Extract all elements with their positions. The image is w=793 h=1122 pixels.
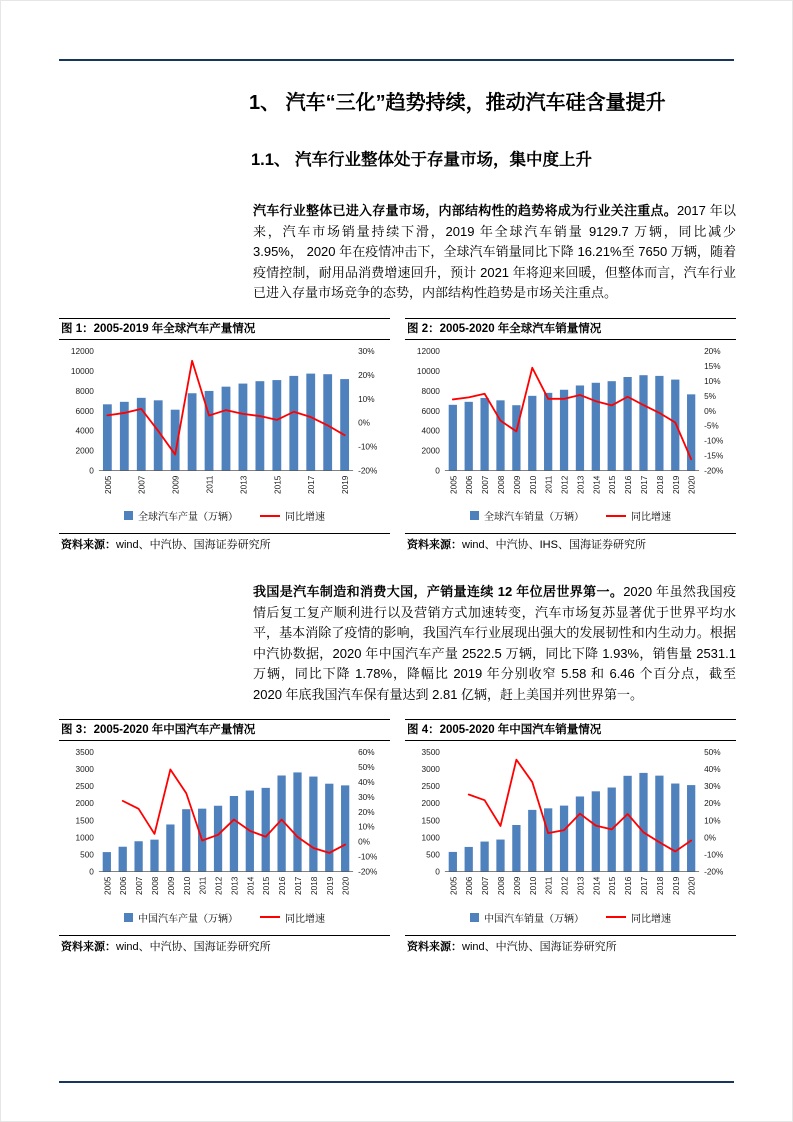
svg-text:2000: 2000 bbox=[75, 799, 94, 809]
svg-text:-20%: -20% bbox=[704, 867, 724, 877]
svg-text:0: 0 bbox=[435, 466, 440, 476]
source-text: wind、中汽协、IHS、国海证券研究所 bbox=[462, 539, 646, 551]
figure-4 bbox=[405, 719, 736, 954]
svg-text:2013: 2013 bbox=[576, 475, 586, 494]
bar-legend-label: 全球汽车销量（万辆） bbox=[484, 512, 584, 523]
svg-text:2011: 2011 bbox=[544, 876, 554, 895]
source-label: 资料来源： bbox=[407, 539, 462, 551]
svg-text:2006: 2006 bbox=[465, 876, 475, 895]
svg-text:6000: 6000 bbox=[75, 406, 94, 416]
line-legend-item bbox=[260, 508, 325, 523]
svg-text:2011: 2011 bbox=[198, 876, 208, 895]
svg-text:10000: 10000 bbox=[70, 366, 94, 376]
svg-text:2011: 2011 bbox=[205, 475, 215, 493]
line-legend-item bbox=[606, 508, 671, 523]
svg-text:3500: 3500 bbox=[421, 747, 440, 757]
svg-text:-15%: -15% bbox=[704, 451, 724, 461]
svg-text:30%: 30% bbox=[704, 782, 721, 792]
svg-text:0%: 0% bbox=[358, 837, 371, 847]
svg-text:2000: 2000 bbox=[421, 446, 440, 456]
svg-text:2008: 2008 bbox=[496, 475, 506, 494]
svg-text:2017: 2017 bbox=[293, 876, 303, 895]
svg-text:40%: 40% bbox=[358, 777, 375, 787]
svg-text:2019: 2019 bbox=[671, 876, 681, 895]
svg-text:2000: 2000 bbox=[75, 446, 94, 456]
svg-text:2500: 2500 bbox=[75, 782, 94, 792]
svg-text:12000: 12000 bbox=[70, 346, 94, 356]
svg-text:20%: 20% bbox=[358, 370, 375, 380]
source-label: 资料来源： bbox=[61, 539, 116, 551]
figure-2-title: 图 2：2005-2020 年全球汽车销量情况 bbox=[405, 318, 736, 340]
svg-text:2018: 2018 bbox=[655, 876, 665, 895]
figure-2 bbox=[405, 318, 736, 553]
svg-text:2008: 2008 bbox=[496, 876, 506, 895]
svg-text:10%: 10% bbox=[704, 376, 721, 386]
header-rule bbox=[59, 59, 734, 61]
figure-4-legend bbox=[405, 910, 736, 925]
figure-row-2 bbox=[59, 719, 736, 954]
source-text: wind、中汽协、国海证券研究所 bbox=[462, 940, 617, 953]
bar-legend-item bbox=[470, 910, 584, 925]
line-legend-swatch bbox=[606, 916, 626, 918]
svg-text:2007: 2007 bbox=[137, 475, 147, 494]
figure-2-chart-svg bbox=[405, 343, 736, 507]
svg-text:3500: 3500 bbox=[75, 747, 94, 757]
svg-text:2013: 2013 bbox=[230, 876, 240, 895]
svg-text:2019: 2019 bbox=[671, 475, 681, 494]
paragraph-1-text: 2017 年以来，汽车市场销量持续下滑，2019 年全球汽车销量 9129.7 万辆，同比减少 3.95%， 2020 年在疫情冲击下，全球汽车销量同比下降 16.21%至 7650 万辆，随着疫情控制，耐用品消费增速回升，预计 2021 年将迎来回暖，但整体而言，汽车行业已进入存量市场竞争的态势，内部结构性趋势是市场关注重点。 bbox=[253, 203, 736, 300]
svg-text:0%: 0% bbox=[358, 418, 371, 428]
paragraph-2-lead: 我国是汽车制造和消费大国，产销量连续 12 年位居世界第一。 bbox=[253, 584, 624, 599]
line-legend-swatch bbox=[260, 515, 280, 517]
svg-text:2014: 2014 bbox=[592, 475, 602, 494]
line-legend-swatch bbox=[606, 515, 626, 517]
svg-text:2020: 2020 bbox=[687, 475, 697, 494]
svg-text:20%: 20% bbox=[704, 799, 721, 809]
svg-text:50%: 50% bbox=[358, 762, 375, 772]
svg-text:-10%: -10% bbox=[358, 442, 378, 452]
svg-text:2015: 2015 bbox=[262, 876, 272, 895]
svg-text:20%: 20% bbox=[358, 807, 375, 817]
svg-text:2010: 2010 bbox=[528, 876, 538, 895]
svg-text:-10%: -10% bbox=[704, 436, 724, 446]
svg-text:10%: 10% bbox=[358, 394, 375, 404]
svg-text:4000: 4000 bbox=[421, 426, 440, 436]
svg-text:2015: 2015 bbox=[608, 876, 618, 895]
svg-text:0%: 0% bbox=[704, 833, 717, 843]
bar-legend-label: 全球汽车产量（万辆） bbox=[138, 512, 238, 523]
svg-text:2016: 2016 bbox=[624, 475, 634, 494]
svg-text:15%: 15% bbox=[704, 361, 721, 371]
svg-text:2020: 2020 bbox=[341, 876, 351, 895]
svg-text:2019: 2019 bbox=[325, 876, 335, 895]
svg-text:2011: 2011 bbox=[544, 475, 554, 493]
svg-text:2009: 2009 bbox=[512, 876, 522, 895]
svg-text:2012: 2012 bbox=[560, 475, 570, 494]
svg-text:12000: 12000 bbox=[416, 346, 440, 356]
bar-legend-swatch bbox=[124, 511, 133, 520]
line-legend-item bbox=[606, 910, 671, 925]
svg-text:0%: 0% bbox=[704, 406, 717, 416]
svg-text:1000: 1000 bbox=[75, 833, 94, 843]
bar-legend-swatch bbox=[124, 913, 133, 922]
svg-text:2007: 2007 bbox=[481, 876, 491, 895]
svg-text:1000: 1000 bbox=[421, 833, 440, 843]
figure-3-title: 图 3：2005-2020 年中国汽车产量情况 bbox=[59, 719, 390, 741]
svg-text:2019: 2019 bbox=[341, 475, 351, 494]
svg-text:2008: 2008 bbox=[150, 876, 160, 895]
svg-text:2006: 2006 bbox=[119, 876, 129, 895]
svg-text:0: 0 bbox=[435, 867, 440, 877]
svg-text:0: 0 bbox=[89, 867, 94, 877]
figure-2-chart bbox=[405, 340, 736, 507]
line-legend-label: 同比增速 bbox=[285, 913, 325, 925]
line-legend-swatch bbox=[260, 916, 280, 918]
svg-text:-20%: -20% bbox=[358, 466, 378, 476]
svg-text:2009: 2009 bbox=[512, 475, 522, 494]
svg-text:2015: 2015 bbox=[608, 475, 618, 494]
svg-text:2500: 2500 bbox=[421, 782, 440, 792]
svg-text:1500: 1500 bbox=[75, 816, 94, 826]
svg-text:40%: 40% bbox=[704, 765, 721, 775]
figure-1-legend bbox=[59, 508, 390, 523]
svg-text:8000: 8000 bbox=[421, 386, 440, 396]
figure-1 bbox=[59, 318, 390, 553]
bar-legend-item bbox=[124, 910, 238, 925]
svg-text:2005: 2005 bbox=[103, 876, 113, 895]
bar-legend-swatch bbox=[470, 511, 479, 520]
svg-text:2006: 2006 bbox=[465, 475, 475, 494]
svg-text:2015: 2015 bbox=[273, 475, 283, 494]
line-legend-item bbox=[260, 910, 325, 925]
line-legend-label: 同比增速 bbox=[631, 913, 671, 925]
source-label: 资料来源： bbox=[407, 940, 462, 953]
source-text: wind、中汽协、国海证券研究所 bbox=[116, 940, 271, 953]
paragraph-1-lead: 汽车行业整体已进入存量市场，内部结构性的趋势将成为行业关注重点。 bbox=[253, 203, 677, 218]
section-title: 1、 汽车“三化”趋势持续，推动汽车硅含量提升 bbox=[249, 92, 666, 114]
figure-row-1 bbox=[59, 318, 736, 553]
svg-text:20%: 20% bbox=[704, 346, 721, 356]
svg-text:60%: 60% bbox=[358, 747, 375, 757]
svg-text:2005: 2005 bbox=[449, 475, 459, 494]
svg-text:500: 500 bbox=[80, 850, 94, 860]
svg-text:2012: 2012 bbox=[560, 876, 570, 895]
svg-text:2018: 2018 bbox=[309, 876, 319, 895]
svg-text:2017: 2017 bbox=[639, 475, 649, 494]
svg-text:-10%: -10% bbox=[358, 852, 378, 862]
figure-3-chart-svg bbox=[59, 744, 390, 908]
svg-text:2007: 2007 bbox=[481, 475, 491, 494]
svg-text:30%: 30% bbox=[358, 792, 375, 802]
bar-legend-item bbox=[470, 508, 584, 523]
svg-text:2020: 2020 bbox=[687, 876, 697, 895]
svg-text:2012: 2012 bbox=[214, 876, 224, 895]
svg-text:2017: 2017 bbox=[639, 876, 649, 895]
figure-3-legend bbox=[59, 910, 390, 925]
svg-text:50%: 50% bbox=[704, 747, 721, 757]
figure-3-chart bbox=[59, 741, 390, 908]
svg-text:4000: 4000 bbox=[75, 426, 94, 436]
bar-legend-label: 中国汽车销量（万辆） bbox=[484, 913, 584, 925]
svg-text:10000: 10000 bbox=[416, 366, 440, 376]
svg-text:3000: 3000 bbox=[421, 765, 440, 775]
svg-text:10%: 10% bbox=[358, 822, 375, 832]
svg-text:2009: 2009 bbox=[171, 475, 181, 494]
svg-text:2009: 2009 bbox=[166, 876, 176, 895]
figure-1-chart-svg bbox=[59, 343, 390, 507]
paragraph-2 bbox=[253, 582, 736, 705]
svg-text:-10%: -10% bbox=[704, 850, 724, 860]
figure-2-source bbox=[405, 533, 736, 552]
svg-text:1500: 1500 bbox=[421, 816, 440, 826]
svg-text:3000: 3000 bbox=[75, 765, 94, 775]
figure-1-title: 图 1：2005-2019 年全球汽车产量情况 bbox=[59, 318, 390, 340]
svg-text:2005: 2005 bbox=[103, 475, 113, 494]
svg-text:2000: 2000 bbox=[421, 799, 440, 809]
svg-text:-20%: -20% bbox=[358, 867, 378, 877]
svg-text:6000: 6000 bbox=[421, 406, 440, 416]
figure-1-chart bbox=[59, 340, 390, 507]
svg-text:2007: 2007 bbox=[135, 876, 145, 895]
footer-rule bbox=[59, 1081, 734, 1083]
svg-text:2010: 2010 bbox=[182, 876, 192, 895]
figure-3-source bbox=[59, 935, 390, 954]
svg-text:10%: 10% bbox=[704, 816, 721, 826]
source-text: wind、中汽协、国海证券研究所 bbox=[116, 539, 271, 551]
source-label: 资料来源： bbox=[61, 940, 116, 953]
line-legend-label: 同比增速 bbox=[631, 512, 671, 523]
svg-text:-20%: -20% bbox=[704, 466, 724, 476]
svg-text:2018: 2018 bbox=[655, 475, 665, 494]
bar-legend-item bbox=[124, 508, 238, 523]
svg-text:500: 500 bbox=[426, 850, 440, 860]
figure-4-title: 图 4：2005-2020 年中国汽车销量情况 bbox=[405, 719, 736, 741]
paragraph-1 bbox=[253, 201, 736, 304]
svg-text:2013: 2013 bbox=[576, 876, 586, 895]
figure-3 bbox=[59, 719, 390, 954]
svg-text:2014: 2014 bbox=[592, 876, 602, 895]
svg-text:2014: 2014 bbox=[246, 876, 256, 895]
bar-legend-swatch bbox=[470, 913, 479, 922]
svg-text:5%: 5% bbox=[704, 391, 717, 401]
figure-2-legend bbox=[405, 508, 736, 523]
svg-text:2013: 2013 bbox=[239, 475, 249, 494]
figure-4-source bbox=[405, 935, 736, 954]
svg-text:-5%: -5% bbox=[704, 421, 719, 431]
figure-4-chart bbox=[405, 741, 736, 908]
bar-legend-label: 中国汽车产量（万辆） bbox=[138, 913, 238, 925]
svg-text:2016: 2016 bbox=[624, 876, 634, 895]
svg-text:30%: 30% bbox=[358, 346, 375, 356]
line-legend-label: 同比增速 bbox=[285, 512, 325, 523]
figure-4-chart-svg bbox=[405, 744, 736, 908]
svg-text:2005: 2005 bbox=[449, 876, 459, 895]
svg-text:2017: 2017 bbox=[307, 475, 317, 494]
svg-text:2010: 2010 bbox=[528, 475, 538, 494]
paragraph-2-text: 2020 年虽然我国疫情后复工复产顺利进行以及营销方式加速转变，汽车市场复苏显著优于世界平均水平，基本消除了疫情的影响，我国汽车行业展现出强大的发展韧性和内生动力。根据中汽协数据，2020 年中国汽车产量 2522.5 万辆，同比下降 1.93%，销售量 2531.1 万辆，同比下降 1.78%，降幅比 2019 年分别收窄 5.58 和 6.46 个百分点，截至 2020 年底我国汽车保有量达到 2.81 亿辆，赶上美国并列世界第一。 bbox=[253, 584, 736, 702]
svg-text:2016: 2016 bbox=[278, 876, 288, 895]
svg-text:8000: 8000 bbox=[75, 386, 94, 396]
subsection-title: 1.1、 汽车行业整体处于存量市场，集中度上升 bbox=[251, 151, 593, 169]
figure-1-source bbox=[59, 533, 390, 552]
svg-text:0: 0 bbox=[89, 466, 94, 476]
